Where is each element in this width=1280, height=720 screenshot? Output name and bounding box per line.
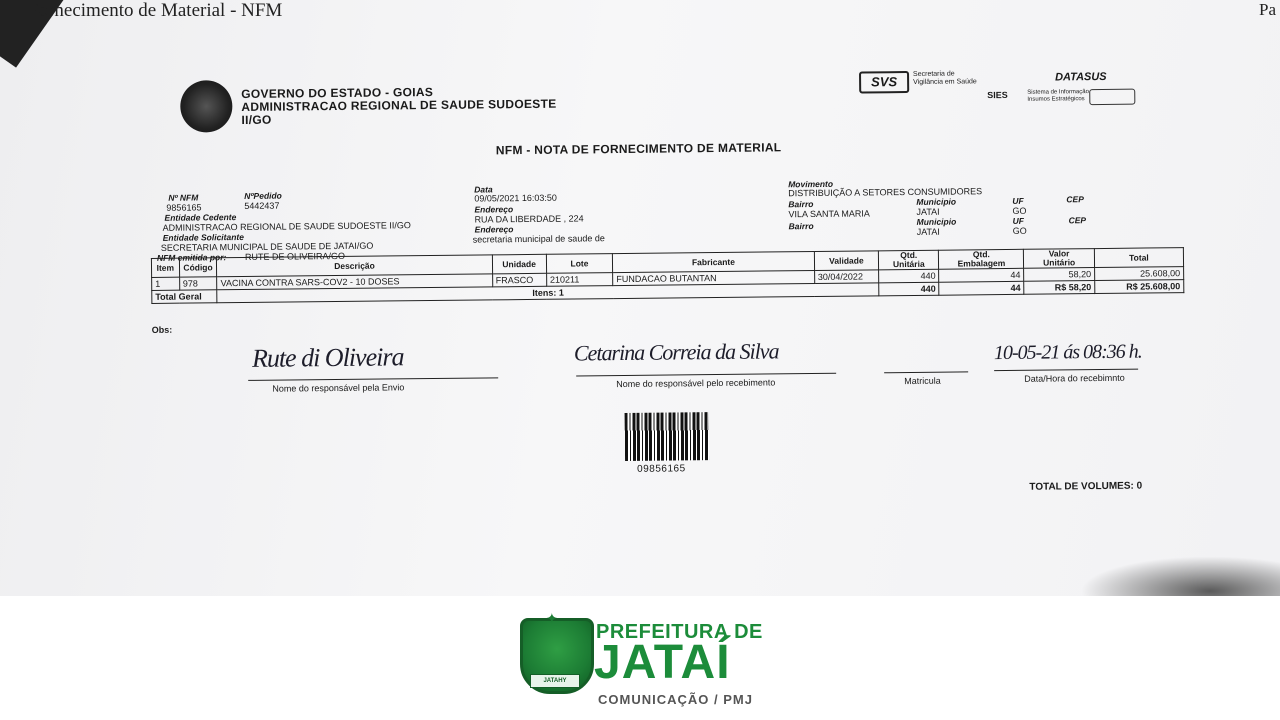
svs-text-line-2: Vigilância em Saúde [913,78,977,86]
issuer-line-1: GOVERNO DO ESTADO - GOIAS [241,84,434,101]
cedente-value: ADMINISTRACAO REGIONAL DE SAUDE SUDOESTE II/GO [162,220,411,233]
municipio-solicitante-label: Municipio [916,216,957,227]
svs-logo-text [913,70,977,87]
uf-solicitante-label: UF [1012,215,1024,226]
matricula-line [884,371,968,373]
movimento-value: DISTRIBUIÇÃO A SETORES CONSUMIDORES [788,186,983,199]
prefeitura-label: PREFEITURA DE [596,621,763,643]
cell-validade: 30/04/2022 [814,270,879,284]
footer-banner [0,596,1280,720]
previous-page-corner-text: Pa [1259,0,1276,19]
col-fabricante: Fabricante [613,252,815,273]
total-qtd-unitaria: 440 [879,282,939,296]
datasus-logo: DATASUS [1055,70,1107,84]
emitida-value: RUTE DE OLIVEIRA/GO [244,250,345,262]
cell-lote: 210211 [546,273,613,287]
sies-text-line-1: Sistema de Informação [1027,89,1089,96]
endereco-solicitante-value: secretaria municipal de saude de [472,233,605,245]
col-item: Item [151,258,179,277]
movimento-label: Movimento [788,178,834,190]
col-unidade: Unidade [492,254,546,274]
issuer-line-2: ADMINISTRACAO REGIONAL DE SAUDE SUDOESTE [241,96,557,114]
barcode [625,412,709,461]
recebimento-signature-line [576,373,836,377]
sies-logo-text [1027,89,1089,104]
cep-solicitante-label: CEP [1068,215,1087,226]
col-valor-unitario [1024,249,1095,269]
issuer-line-3: II/GO [241,112,272,127]
solicitante-value: SECRETARIA MUNICIPAL DE SAUDE DE JATAI/GO [160,240,374,253]
svs-datasus-logos [837,67,1137,110]
cedente-label: Entidade Cedente [164,212,237,223]
cell-fabricante: FUNDACAO BUTANTAN [613,271,815,286]
previous-page-header: Fornecimento de Material - NFM [28,0,283,21]
envio-signature: Rute di Oliveira [251,342,404,373]
endereco-solicitante-label: Endereço [474,224,514,235]
crest-star-icon: ✦ [546,610,558,626]
municipio-cedente-label: Municipio [916,196,957,207]
cell-unidade: FRASCO [492,273,546,287]
recebimento-signature: Cetarina Correia da Silva [573,338,779,366]
col-qtd-unitaria-line-2: Unitária [892,258,925,270]
sies-text-line-2: Insumos Estratégicos [1027,96,1085,103]
cell-item: 1 [152,277,180,290]
pedido-label: NºPedido [244,190,282,201]
total-qtd-embalagem: 44 [939,281,1024,295]
col-qtd-unitaria [879,250,940,270]
col-lote: Lote [546,254,613,274]
emitida-label: NFM emitida por: [156,252,227,263]
data-hora-recebimento: 10-05-21 ás 08:36 h. [993,340,1142,365]
data-hora-label: Data/Hora do recebimnto [1024,372,1125,384]
goias-seal-icon [180,80,233,133]
endereco-cedente-value: RUA DA LIBERDADE , 224 [474,213,584,225]
barcode-number: 09856165 [637,463,686,475]
bairro-cedente-label: Bairro [788,199,814,210]
cep-cedente-label: CEP [1066,194,1084,205]
cell-total: 25.608,00 [1095,267,1184,281]
municipio-cedente-value: JATAI [916,206,940,217]
bairro-cedente-value: VILA SANTA MARIA [788,208,870,220]
cell-qtd-unitaria: 440 [879,269,939,283]
data-label: Data [474,184,493,195]
col-validade: Validade [814,251,879,271]
total-itens: Itens: 1 [217,283,879,303]
nfm-document [145,64,1195,515]
bairro-solicitante-label: Bairro [788,221,814,232]
obs-label: Obs: [151,324,173,335]
svs-logo: SVS [859,71,909,94]
nfm-number-label: Nº NFM [168,192,199,203]
cell-descricao: VACINA CONTRA SARS-COV2 - 10 DOSES [217,274,492,290]
items-table [151,247,1184,304]
comunicacao-label: COMUNICAÇÃO / PMJ [598,692,753,707]
data-value: 09/05/2021 16:03:50 [474,192,557,204]
total-geral-label: Total Geral [152,290,218,304]
sies-logo: SIES [987,89,1008,101]
col-qtd-embalagem-line-1: Qtd. [972,249,990,260]
uf-cedente-label: UF [1012,195,1024,206]
col-valor-line-1: Valor [1048,248,1070,259]
matricula-label: Matricula [904,375,941,387]
sies-icons [1089,89,1135,105]
cell-qtd-embalagem: 44 [939,268,1024,282]
solicitante-label: Entidade Solicitante [162,231,245,243]
pedido-value: 5442437 [244,200,280,211]
col-total: Total [1094,248,1183,268]
uf-cedente-value: GO [1012,205,1027,216]
hand-shadow [1080,556,1280,596]
city-name: JATAÍ [594,636,731,689]
total-valor: R$ 58,20 [1024,281,1095,295]
document-title: NFM - NOTA DE FORNECIMENTO DE MATERIAL [495,140,782,158]
total-volumes: TOTAL DE VOLUMES: 0 [1029,480,1143,493]
envio-signature-line [248,377,498,381]
recebimento-signature-label: Nome do responsável pelo recebimento [616,377,776,390]
nfm-number-value: 9856165 [166,202,202,213]
col-qtd-embalagem-line-2: Embalagem [957,258,1006,269]
cell-valor-unitario: 58,20 [1024,268,1095,282]
col-qtd-embalagem [939,249,1024,269]
uf-solicitante-value: GO [1012,225,1027,236]
svs-text-line-1: Secretaria de [912,70,955,78]
endereco-cedente-label: Endereço [474,204,514,215]
col-valor-line-2: Unitário [1043,257,1076,268]
crest-ribbon: JATAHY [530,674,580,688]
col-qtd-unitaria-line-1: Qtd. [900,249,918,261]
col-descricao: Descrição [217,255,492,277]
envio-signature-label: Nome do responsável pela Envio [272,382,405,394]
issuer-header [241,85,557,127]
total-geral-value: R$ 25.608,00 [1095,280,1184,294]
cell-codigo: 978 [179,277,217,290]
data-hora-line [994,369,1138,372]
col-codigo: Código [179,258,217,277]
municipio-solicitante-value: JATAI [916,226,940,237]
